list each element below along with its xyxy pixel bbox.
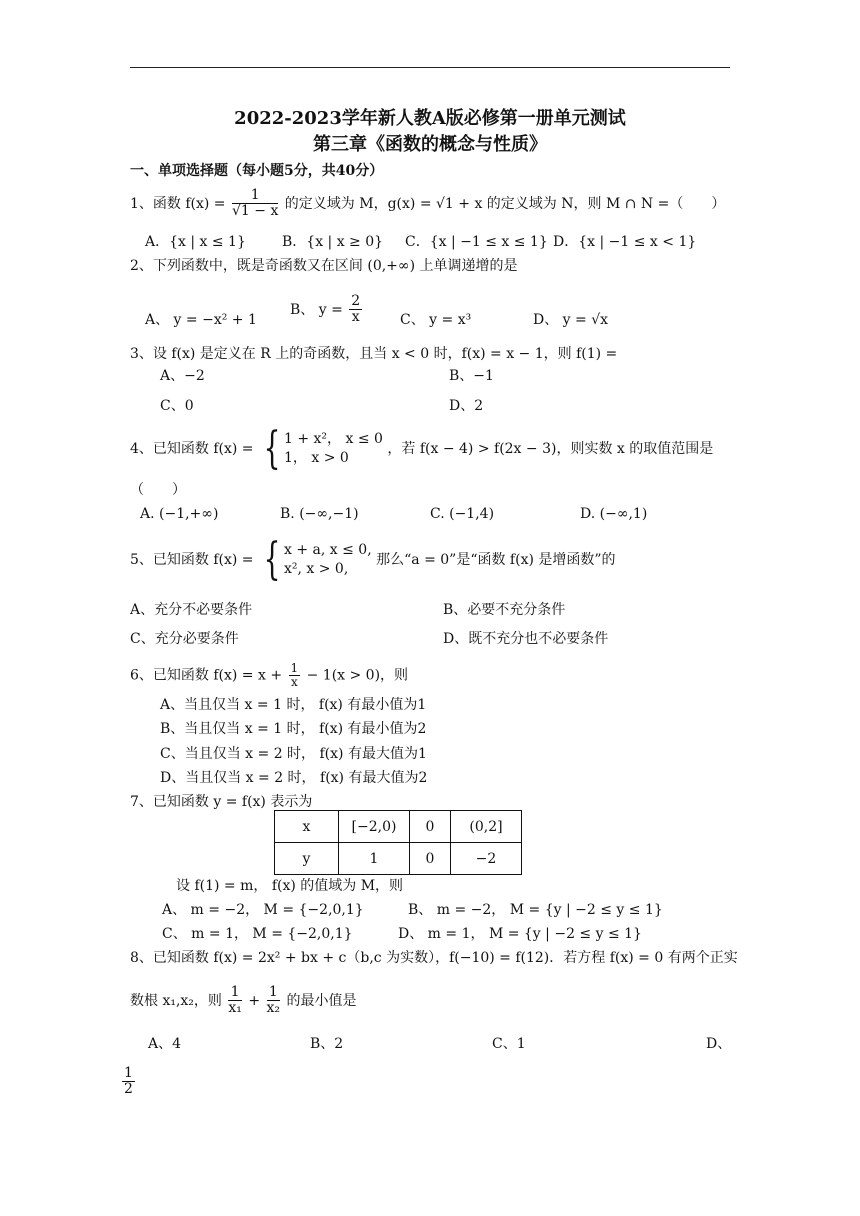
q1-option-b: B．{x | x ≥ 0} bbox=[282, 234, 384, 250]
q5-option-a: A、充分不必要条件 bbox=[130, 602, 253, 618]
q8-option-b: B、2 bbox=[310, 1036, 344, 1052]
q4-option-d: D. (−∞,1) bbox=[580, 506, 648, 522]
chapter-title: 第三章《函数的概念与性质》 bbox=[313, 134, 547, 155]
q8-d-num: 1 bbox=[124, 1065, 133, 1081]
q6-option-d: D、当且仅当 x = 2 时， f(x) 有最大值为2 bbox=[160, 770, 428, 786]
q8-line2-suffix: 的最小值是 bbox=[282, 992, 357, 1009]
q7-option-b: B、 m = −2， M = {y | −2 ≤ y ≤ 1} bbox=[408, 902, 663, 918]
q6-option-b: B、当且仅当 x = 1 时， f(x) 有最小值为2 bbox=[160, 721, 427, 737]
q8-option-d: D、 bbox=[706, 1036, 732, 1052]
q4-suffix: ，若 f(x − 4) > f(2x − 3)，则实数 x 的取值范围是 bbox=[387, 441, 714, 457]
table-cell: 0 bbox=[410, 843, 451, 875]
q2-b-num: 2 bbox=[351, 293, 361, 309]
q3-option-b: B、−1 bbox=[449, 368, 494, 384]
q8-d-den: 2 bbox=[124, 1081, 133, 1098]
question-4 bbox=[130, 423, 714, 474]
q5-cases bbox=[284, 541, 372, 579]
q8-line-2 bbox=[130, 985, 357, 1017]
q5-option-d: D、既不充分也不必要条件 bbox=[443, 631, 609, 647]
q4-brace: { bbox=[263, 423, 281, 474]
q1-text: 的定义域为 M，g(x) = √1 + x 的定义域为 N，则 M ∩ N =（ ） bbox=[280, 195, 726, 212]
q4-cases bbox=[284, 430, 383, 468]
q4-option-b: B. (−∞,−1) bbox=[280, 506, 359, 522]
q8-fraction-1 bbox=[228, 985, 242, 1017]
table-cell: y bbox=[275, 843, 339, 875]
q6-suffix: − 1(x > 0)，则 bbox=[302, 667, 409, 684]
q2-b-den: x bbox=[351, 309, 360, 326]
q6-prefix: 6、已知函数 f(x) = x + bbox=[130, 667, 287, 684]
section-heading: 一、单项选择题（每小题5分，共40分） bbox=[130, 163, 384, 179]
q1-prefix: 1、函数 f(x) = bbox=[130, 195, 230, 212]
table-cell: x bbox=[275, 811, 339, 843]
q7-option-d: D、 m = 1， M = {y | −2 ≤ y ≤ 1} bbox=[398, 926, 642, 942]
q4-option-a: A. (−1,+∞) bbox=[140, 506, 219, 522]
question-2: 2、下列函数中，既是奇函数又在区间 (0,+∞) 上单调递增的是 bbox=[130, 258, 518, 274]
q6-option-a: A、当且仅当 x = 1 时， f(x) 有最小值为1 bbox=[160, 697, 427, 713]
q1-fraction bbox=[232, 188, 278, 220]
q8-option-a: A、4 bbox=[148, 1036, 182, 1052]
q8-f2-num: 1 bbox=[267, 985, 281, 1001]
q1-option-a: A．{x | x ≤ 1} bbox=[145, 234, 246, 250]
q4-answer-paren: （ ） bbox=[130, 482, 186, 498]
table-row bbox=[275, 843, 522, 875]
q2-option-c: C、 y = x³ bbox=[400, 312, 472, 328]
q5-case-1: x + a, x ≤ 0, bbox=[284, 542, 372, 559]
question-6 bbox=[130, 662, 408, 689]
q2-option-b bbox=[290, 294, 364, 326]
header-rule bbox=[130, 67, 730, 68]
document-title: 2022-2023学年新人教A版必修第一册单元测试 bbox=[234, 108, 626, 129]
q8-f1-num: 1 bbox=[228, 985, 242, 1001]
q5-case-2: x², x > 0, bbox=[284, 561, 349, 577]
q7-followup: 设 f(1) = m， f(x) 的值域为 M，则 bbox=[176, 878, 404, 894]
table-row bbox=[275, 811, 522, 843]
q2-option-d: D、 y = √x bbox=[533, 312, 609, 328]
q7-table bbox=[274, 810, 522, 875]
q8-fraction-2 bbox=[267, 985, 281, 1017]
q8-plus: + bbox=[243, 992, 265, 1009]
question-3: 3、设 f(x) 是定义在 R 上的奇函数，且当 x < 0 时，f(x) = x − 1，则 f(1) = bbox=[130, 346, 618, 362]
q8-f2-den: x₂ bbox=[266, 1000, 281, 1017]
q5-brace: { bbox=[263, 534, 281, 585]
table-cell: [−2,0) bbox=[339, 811, 410, 843]
q4-case-1: 1 + x²， x ≤ 0 bbox=[284, 431, 383, 448]
q5-option-c: C、充分必要条件 bbox=[130, 631, 239, 647]
q5-prefix: 5、已知函数 f(x) = bbox=[130, 552, 254, 568]
q2-option-a: A、 y = −x² + 1 bbox=[145, 312, 257, 328]
q6-frac-den: x bbox=[290, 675, 298, 690]
q5-suffix: 那么“a = 0”是“函数 f(x) 是增函数”的 bbox=[376, 552, 616, 568]
q4-option-c: C. (−1,4) bbox=[430, 506, 495, 522]
q7-option-c: C、 m = 1， M = {−2,0,1} bbox=[162, 926, 353, 942]
q6-option-c: C、当且仅当 x = 2 时， f(x) 有最大值为1 bbox=[160, 746, 427, 762]
q7-option-a: A、 m = −2， M = {−2,0,1} bbox=[162, 902, 364, 918]
q1-option-d: D．{x | −1 ≤ x < 1} bbox=[553, 234, 697, 250]
q8-line2-prefix: 数根 x₁,x₂，则 bbox=[130, 992, 227, 1009]
q2-b-fraction bbox=[349, 294, 362, 326]
q3-option-d: D、2 bbox=[449, 398, 484, 414]
q8-option-d-fraction bbox=[120, 1066, 137, 1098]
table-cell: 0 bbox=[410, 811, 451, 843]
q4-prefix: 4、已知函数 f(x) = bbox=[130, 441, 254, 457]
question-8: 8、已知函数 f(x) = 2x² + bx + c（b,c 为实数），f(−10) = f(12)．若方程 f(x) = 0 有两个正实 bbox=[130, 950, 738, 966]
q3-option-a: A、−2 bbox=[160, 368, 205, 384]
q8-d-fraction bbox=[122, 1066, 135, 1098]
q5-option-b: B、必要不充分条件 bbox=[443, 602, 566, 618]
question-5 bbox=[130, 534, 616, 585]
q2-b-prefix: B、 y = bbox=[290, 301, 348, 318]
question-7: 7、已知函数 y = f(x) 表示为 bbox=[130, 794, 313, 810]
question-1 bbox=[130, 188, 725, 220]
q4-case-2: 1， x > 0 bbox=[284, 450, 349, 466]
q1-frac-den: √1 − x bbox=[232, 203, 279, 220]
q8-option-c: C、1 bbox=[492, 1036, 526, 1052]
table-cell: −2 bbox=[451, 843, 522, 875]
q3-option-c: C、0 bbox=[160, 398, 194, 414]
q8-f1-den: x₁ bbox=[228, 1000, 242, 1017]
q1-option-c: C．{x | −1 ≤ x ≤ 1} bbox=[405, 234, 548, 250]
table-cell: (0,2] bbox=[451, 811, 522, 843]
q6-fraction bbox=[289, 662, 301, 689]
table-cell: 1 bbox=[339, 843, 410, 875]
q1-frac-num: 1 bbox=[232, 188, 278, 204]
q6-frac-num: 1 bbox=[290, 661, 299, 675]
